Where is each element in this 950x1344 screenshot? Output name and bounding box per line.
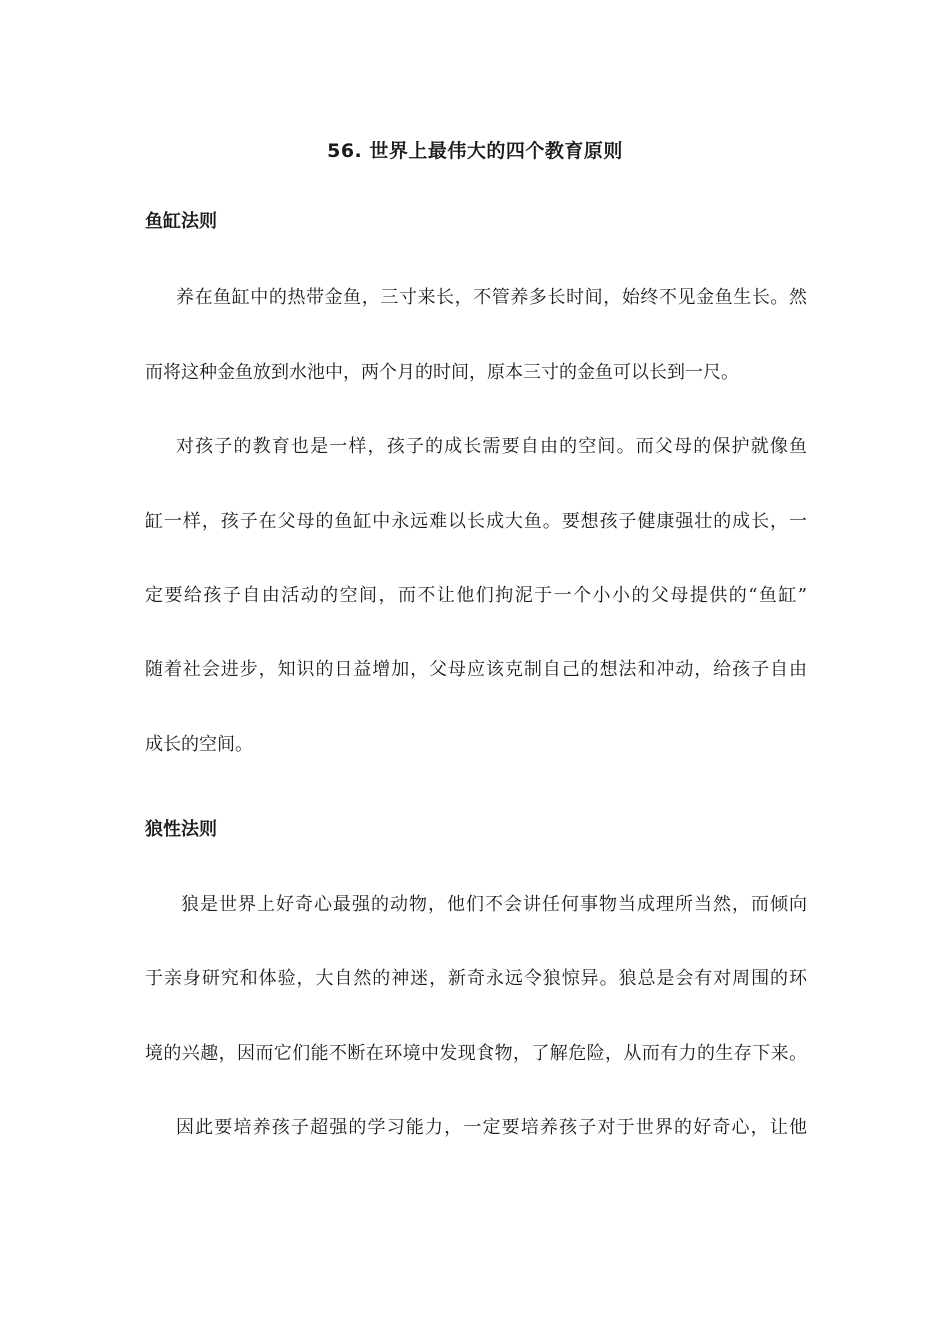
document-title: 56. 世界上最伟大的四个教育原则 — [327, 140, 623, 162]
paragraph-line: 因此要培养孩子超强的学习能力，一定要培养孩子对于世界的好奇心，让他 — [176, 1117, 807, 1138]
section-heading-fish-tank: 鱼缸法则 — [145, 211, 217, 232]
paragraph-line: 成长的空间。 — [145, 734, 253, 755]
paragraph-line: 而将这种金鱼放到水池中，两个月的时间，原本三寸的金鱼可以长到一尺。 — [145, 362, 739, 383]
paragraph-line: 定要给孩子自由活动的空间，而不让他们拘泥于一个小小的父母提供的“鱼缸” — [145, 585, 807, 606]
paragraph-line: 对孩子的教育也是一样，孩子的成长需要自由的空间。而父母的保护就像鱼 — [176, 436, 807, 457]
paragraph-line: 随着社会进步，知识的日益增加，父母应该克制自己的想法和冲动，给孩子自由 — [145, 659, 807, 680]
paragraph-line: 狼是世界上好奇心最强的动物，他们不会讲任何事物当成理所当然，而倾向 — [181, 894, 807, 915]
paragraph-line: 缸一样，孩子在父母的鱼缸中永远难以长成大鱼。要想孩子健康强壮的成长，一 — [145, 511, 807, 532]
paragraph-line: 养在鱼缸中的热带金鱼，三寸来长，不管养多长时间，始终不见金鱼生长。然 — [176, 287, 807, 308]
section-heading-wolf-nature: 狼性法则 — [145, 819, 217, 840]
paragraph-line: 境的兴趣，因而它们能不断在环境中发现食物，了解危险，从而有力的生存下来。 — [145, 1043, 807, 1064]
paragraph-line: 于亲身研究和体验，大自然的神迷，新奇永远令狼惊异。狼总是会有对周围的环 — [145, 968, 807, 989]
